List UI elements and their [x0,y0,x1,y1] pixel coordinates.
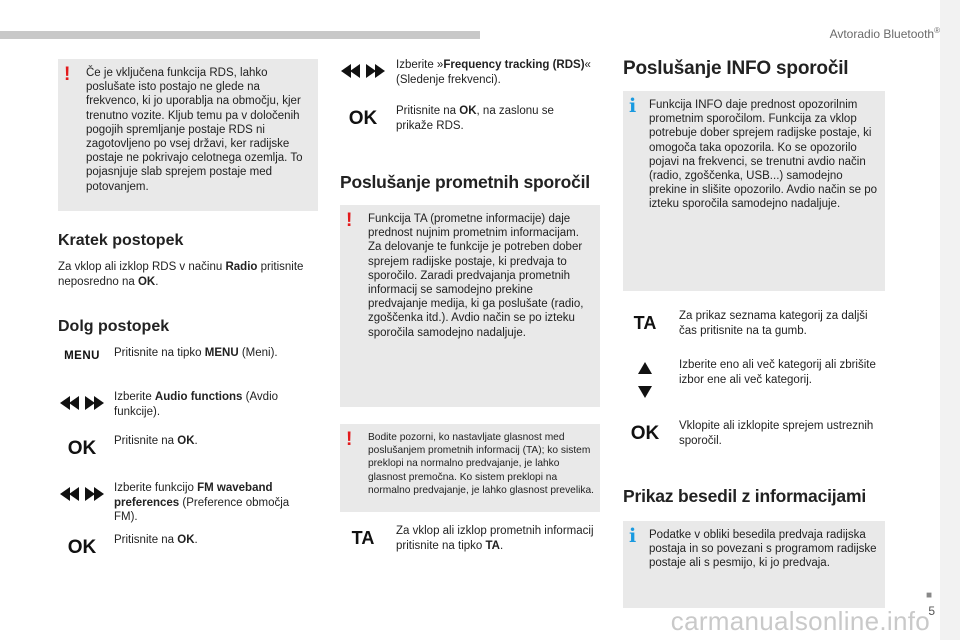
rds-warning-note: ! Če je vključena funkcija RDS, lahko poslušate isto postajo ne glede na frekvenco, ki jo uporablja na območju, kjer trenutno vozite. Kljub temu pa v določenih pogojih spremljanje postaje RDS ni zagotovljeno po vsej državi, ker radijske postaje ne pokrivajo celotnega ozemlja. To pojasnjuje slab sprejem postaje med potovanjem. [58,59,318,211]
page-header-title: Avtoradio Bluetooth® [829,26,940,41]
side-strip [940,0,960,640]
warning-icon: ! [346,210,353,231]
menu-button-icon: MENU [64,350,100,362]
ok-button-icon: OK [67,537,97,558]
ok-button-icon: OK [348,108,378,129]
heading-traffic-messages: Poslušanje prometnih sporočil [340,172,590,192]
heading-info-text: Prikaz besedil z informacijami [623,486,866,506]
text-info-note: i Podatke v obliki besedila predvaja radijska postaja in so povezani s programom radijske postaje ali s pesmijo, ki jo predvaja. [623,521,885,608]
header-bar [0,31,480,39]
heading-info-messages: Poslušanje INFO sporočil [623,58,849,79]
short-procedure-text: Za vklop ali izklop RDS v načinu Radio pritisnite neposredno na OK. [58,261,304,288]
left-right-arrows-icon [338,64,388,78]
info-icon: i [629,95,637,117]
ta-button-icon: TA [351,528,375,548]
ta-warning-note: ! Funkcija TA (prometne informacije) daje prednost nujnim prometnim informacijam. Za delovanje te funkcije je potreben dober sprejem radijske postaje, ki predvaja to sporočilo. Zaradi predvajanja prometnih informacij se samodejno prekine predvajanje medija, ki ga poslušate (radio, zgoščenka itd.). Avdio način se po izteku sporočila samodejno nadaljuje. [340,205,600,407]
left-right-arrows-icon [57,396,107,410]
info-icon: i [629,525,637,547]
ok-button-icon: OK [67,438,97,459]
volume-warning-note: ! Bodite pozorni, ko nastavljate glasnost med poslušanjem prometnih informacij (TA); ko sistem preklopi na normalno predvajanje, je lahko glasnost premočna. Ko sistem preklopi na normalno predvajanje, je lahko glasnost prevelika. [340,424,600,512]
warning-icon: ! [346,429,353,450]
watermark: carmanualsonline.info [670,606,930,636]
ta-button-icon: TA [633,313,657,333]
warning-icon: ! [64,64,71,85]
ok-button-icon: OK [630,423,660,444]
heading-long-procedure: Dolg postopek [58,318,170,335]
page-number: 5 [928,604,935,618]
info-function-note: i Funkcija INFO daje prednost opozorilnim prometnim sporočilom. Funkcija za vklop potrebuje dober sprejem radijske postaje, ki omogoča taka opozorila. Ko se opozorilo pojavi na frekvenci, se trenutni avdio način (radio, zgoščenka, USB...) samodejno prekine in slišite opozorilo. Avdio način se po izteku sporočila samodejno nadaljuje. [623,91,885,291]
page-marker-icon: ■ [925,590,932,601]
heading-short-procedure: Kratek postopek [58,232,184,249]
left-right-arrows-icon [57,487,107,501]
up-down-arrows-icon [620,362,670,398]
